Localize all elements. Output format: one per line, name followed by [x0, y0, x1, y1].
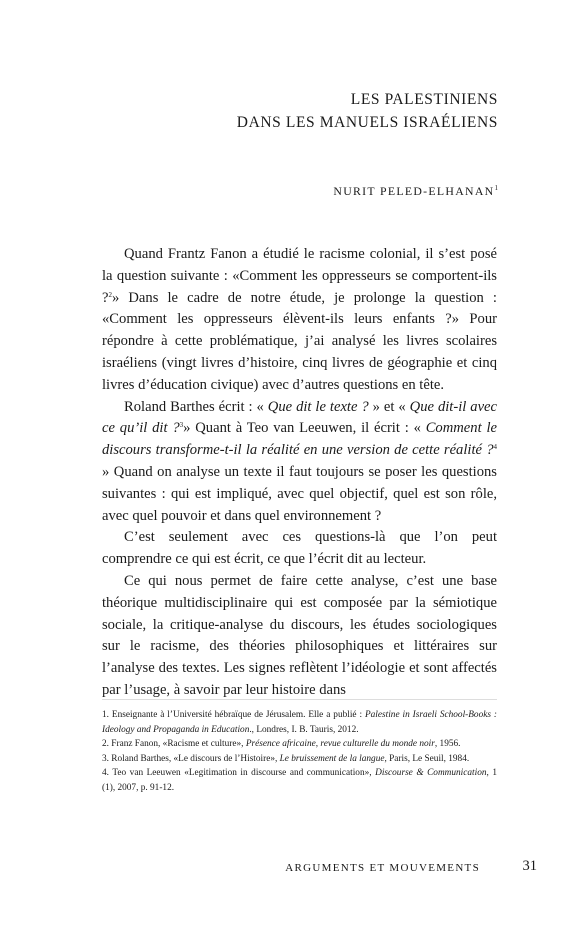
running-footer: ARGUMENTS ET MOUVEMENTS: [285, 862, 480, 874]
footnote-ref-1[interactable]: 1: [494, 184, 498, 192]
footnote-3-text-a: 3. Roland Barthes, «Le discours de l’Histoire»,: [102, 753, 280, 764]
footnote-ref-3[interactable]: 3: [179, 421, 184, 430]
footnote-2-text-b: , 1956.: [434, 739, 461, 749]
van-leeuwen-quote: Comment le discours transforme-t-il la réalité en une version de cette réalité ?: [102, 420, 497, 459]
body-text: [102, 244, 497, 702]
footnote-4: [102, 766, 497, 795]
footnote-2: [102, 737, 497, 752]
footnote-4-text-b: , 1 (1), 2007, p. 91-12.: [102, 768, 498, 793]
page-number: 31: [522, 858, 537, 874]
chapter-title: [237, 88, 498, 134]
footnote-1: [102, 708, 497, 737]
paragraph-4: Ce qui nous permet de faire cette analyse, c’est une base théorique multidisciplinaire qui est composée par la sémiotique sociale, la critique-analyse du discours, les études sociologiques sur le racisme, des théories philosophiques et littéraires sur l’analyse des textes. Les signes reflètent l’idéologie et sont affectés par l’usage, à savoir par leur histoire dans: [102, 572, 497, 698]
paragraph-1-text-b: » Dans le cadre de notre étude, je prolonge la question : «Comment les oppresseurs élèvent-ils leurs enfants ?» Pour répondre à cette problématique, j’ai analysé les livres scolaires israéliens (vingt livres d’histoire, cinq livres de géographie et cinq livres d’éducation civique) avec d’autres questions en tête.: [102, 289, 497, 393]
footnote-4-title: Discourse & Communication: [375, 768, 487, 778]
title-line-1: LES PALESTINIENS: [350, 91, 498, 108]
author-name: NURIT PELED-ELHANAN: [333, 184, 495, 198]
paragraph-2-text-b: » et «: [368, 398, 410, 415]
paragraph-2-text-d: » Quand on analyse un texte il faut toujours se poser les questions suivantes : qui est impliqué, avec quel objectif, quel est son rôle, avec quel pouvoir et dans quel environnement ?: [102, 463, 497, 524]
title-line-2: DANS LES MANUELS ISRAÉLIENS: [236, 114, 498, 131]
footnote-ref-2[interactable]: 2: [108, 290, 112, 299]
footnote-4-text-a: 4. Teo van Leeuwen «Legitimation in discourse and communication»,: [102, 768, 376, 778]
paragraph-2: [102, 397, 497, 528]
footnote-3-text-b: , Paris, Le Seuil, 1984.: [384, 753, 470, 764]
author-byline: [333, 184, 498, 199]
footnote-3: [102, 752, 497, 767]
paragraph-3: C’est seulement avec ces questions-là que l’on peut comprendre ce qui est écrit, ce que l’écrit dit au lecteur.: [102, 529, 497, 568]
footnotes: [102, 708, 497, 795]
paragraph-1: [102, 244, 497, 397]
footnote-2-text-a: 2. Franz Fanon, «Racisme et culture»,: [102, 739, 246, 749]
paragraph-2-text-a: Roland Barthes écrit : «: [124, 398, 268, 415]
footnote-1-text-b: ., Londres, I. B. Tauris, 2012.: [249, 724, 359, 735]
footnote-1-text-a: 1. Enseignante à l’Université hébraïque de Jérusalem. Elle a publié :: [102, 710, 365, 720]
footnote-3-title: Le bruissement de la langue: [279, 753, 385, 764]
barthes-quote-1: Que dit le texte ?: [267, 398, 369, 415]
paragraph-1-text-a: Quand Frantz Fanon a étudié le racisme colonial, il s’est posé la question suivante : «Comment les oppresseurs se comportent-ils ?: [102, 246, 497, 306]
footnote-ref-4[interactable]: 4: [493, 443, 497, 452]
footnote-divider: [102, 699, 497, 700]
paragraph-2-text-c: » Quant à Teo van Leeuwen, il écrit : «: [183, 420, 426, 437]
footnote-2-title: Présence africaine, revue culturelle du monde noir: [245, 739, 435, 749]
barthes-quote-2: Que dit-il avec ce qu’il dit ?: [102, 398, 497, 437]
footnote-1-title: Palestine in Israeli School-Books : Ideology and Propaganda in Education: [102, 710, 497, 735]
